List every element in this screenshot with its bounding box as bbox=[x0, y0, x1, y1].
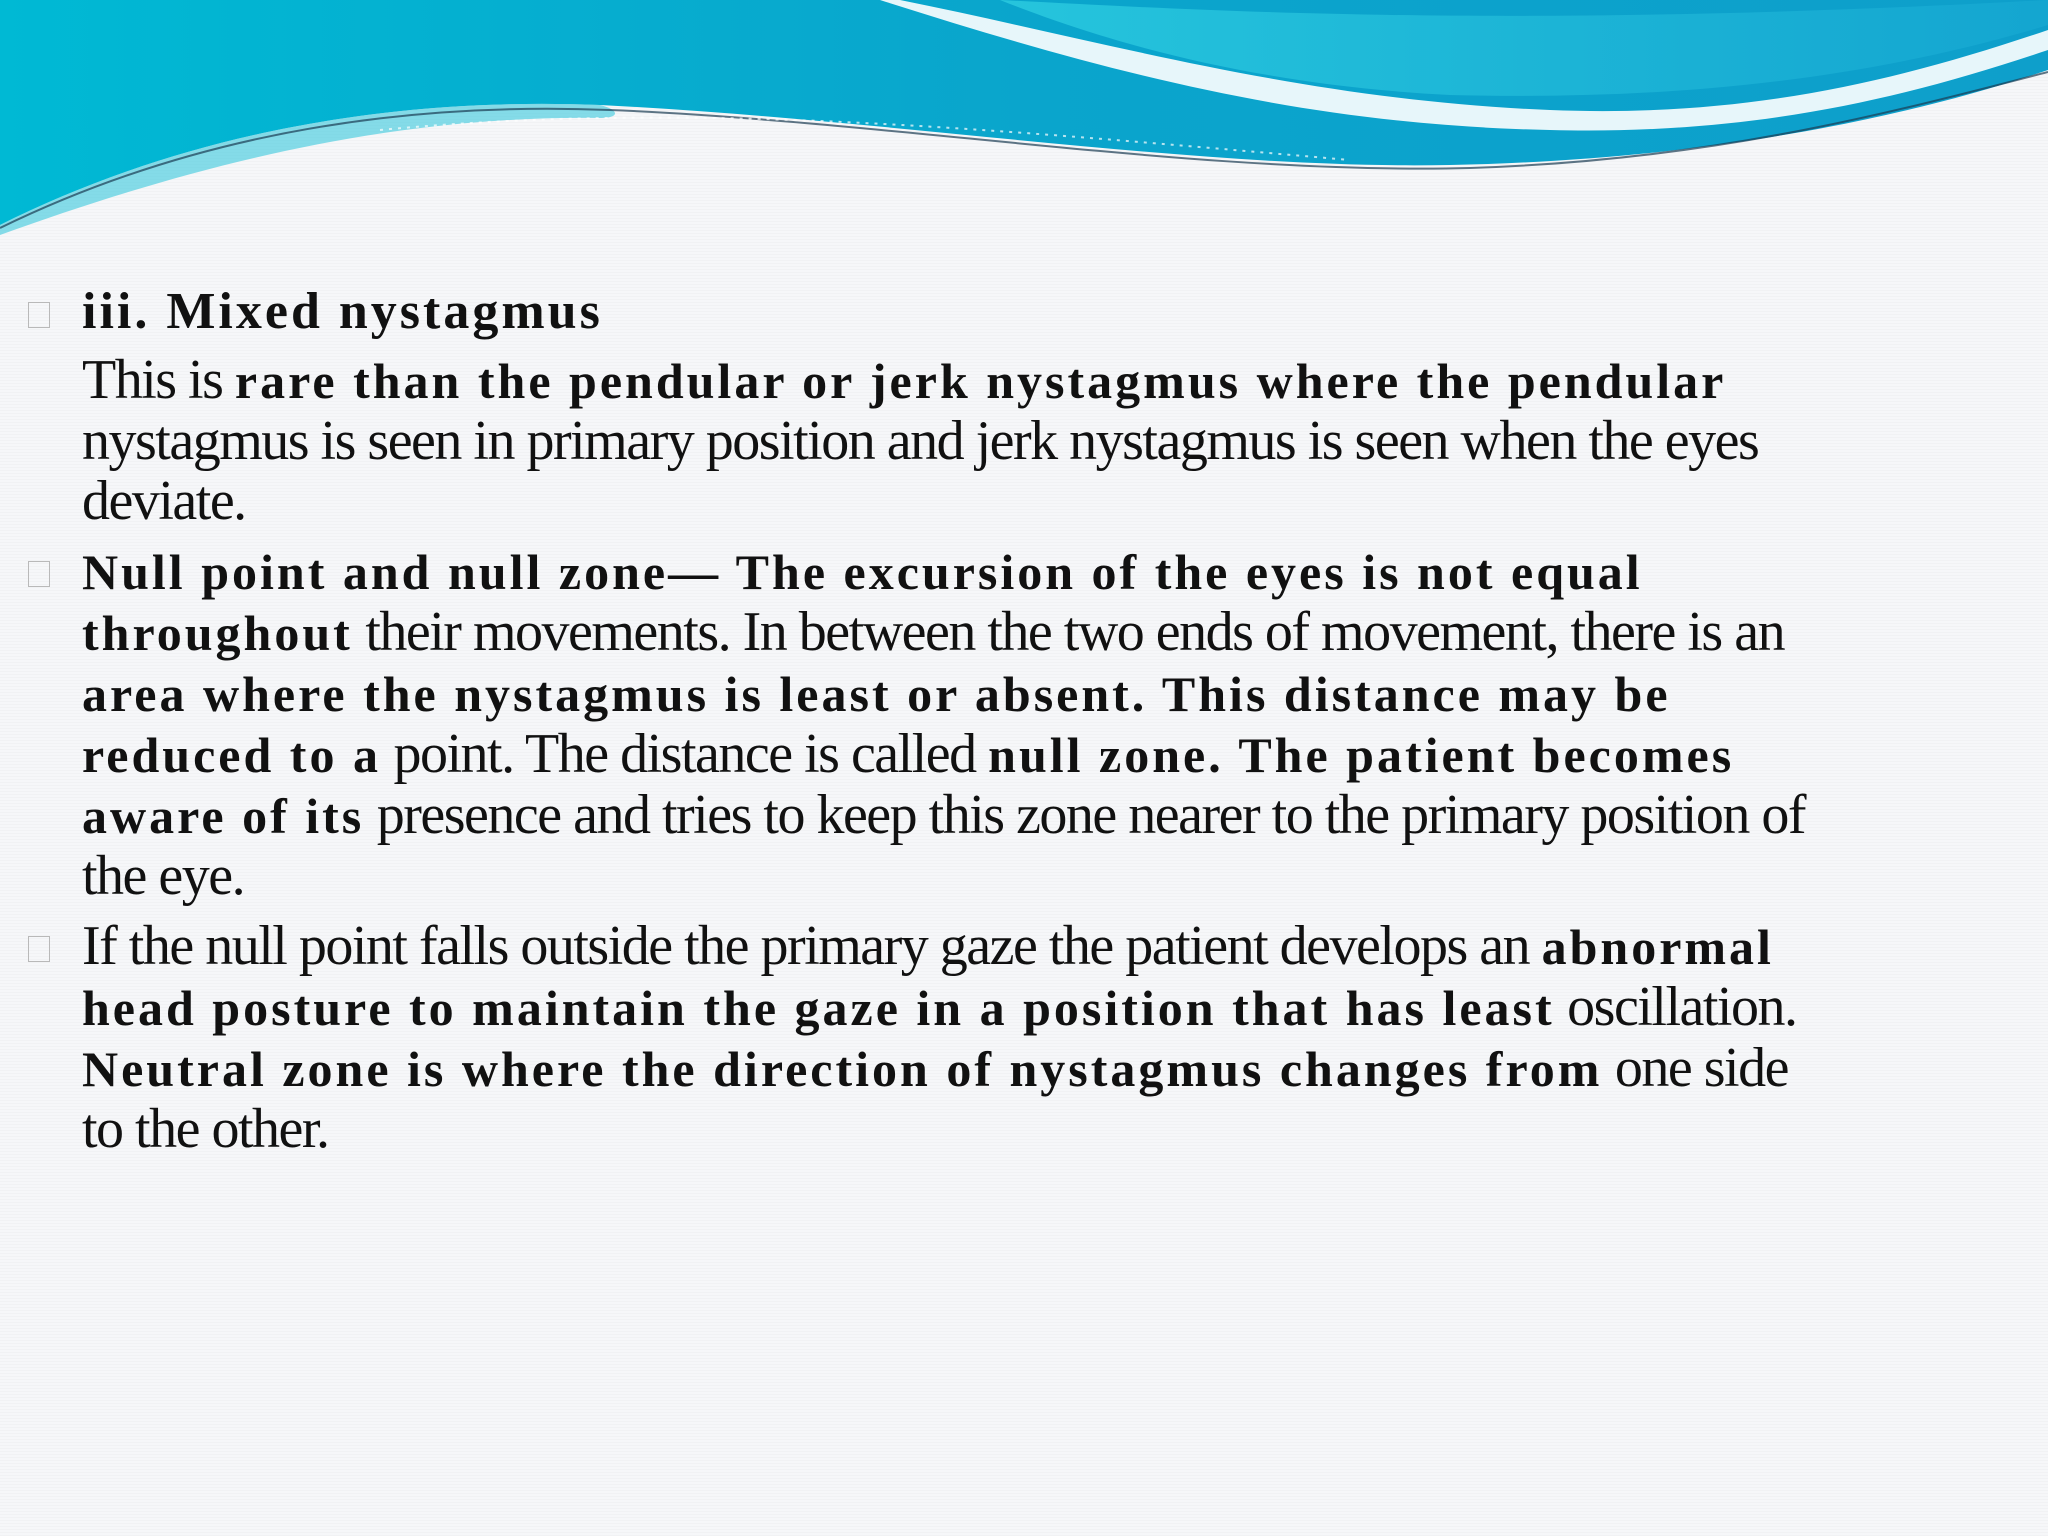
bullet-heading: iii. Mixed nystagmus bbox=[82, 283, 603, 340]
bullet-mixed-nystagmus bbox=[24, 282, 1824, 531]
text-segment-bold: Neutral zone is where the direction of nystagmus changes from bbox=[82, 1041, 1603, 1097]
bullet-square-icon bbox=[28, 936, 50, 962]
text-segment-bold: abnormal head posture to maintain the gaze in a position that has least bbox=[82, 919, 1774, 1036]
text-segment: their movements. In between the two ends of movement, there is an bbox=[352, 601, 1785, 663]
header-wave-decoration bbox=[0, 0, 2048, 240]
text-segment-bold: null zone. The patient becomes aware of its bbox=[82, 727, 1735, 844]
text-segment-bold: rare than the pendular or jerk nystagmus where the pendular bbox=[234, 353, 1727, 409]
text-segment-bold: area where the nystagmus is least or absent. This distance may be reduced to a bbox=[82, 666, 1671, 783]
text-segment: If the null point falls outside the primary gaze the patient develops an bbox=[82, 915, 1542, 977]
slide-body bbox=[24, 282, 1824, 1169]
bullet-square-icon bbox=[28, 302, 50, 328]
text-segment: presence and tries to keep this zone nearer to the primary position of the eye. bbox=[82, 784, 1805, 907]
text-segment: oscillation. bbox=[1554, 976, 1797, 1038]
bullet-abnormal-head-posture bbox=[24, 916, 1824, 1159]
text-segment: one side to the other. bbox=[82, 1037, 1788, 1160]
bullet-square-icon bbox=[28, 561, 50, 587]
text-segment: point. The distance is called bbox=[380, 723, 989, 785]
text-segment-bold: Null point and null zone— The excursion of the eyes is not equal throughout bbox=[82, 544, 1643, 661]
text-segment: nystagmus is seen in primary position and jerk nystagmus is seen when the eyes deviate. bbox=[82, 410, 1759, 532]
bullet-null-point bbox=[24, 541, 1824, 906]
text-segment: This is bbox=[82, 349, 235, 411]
